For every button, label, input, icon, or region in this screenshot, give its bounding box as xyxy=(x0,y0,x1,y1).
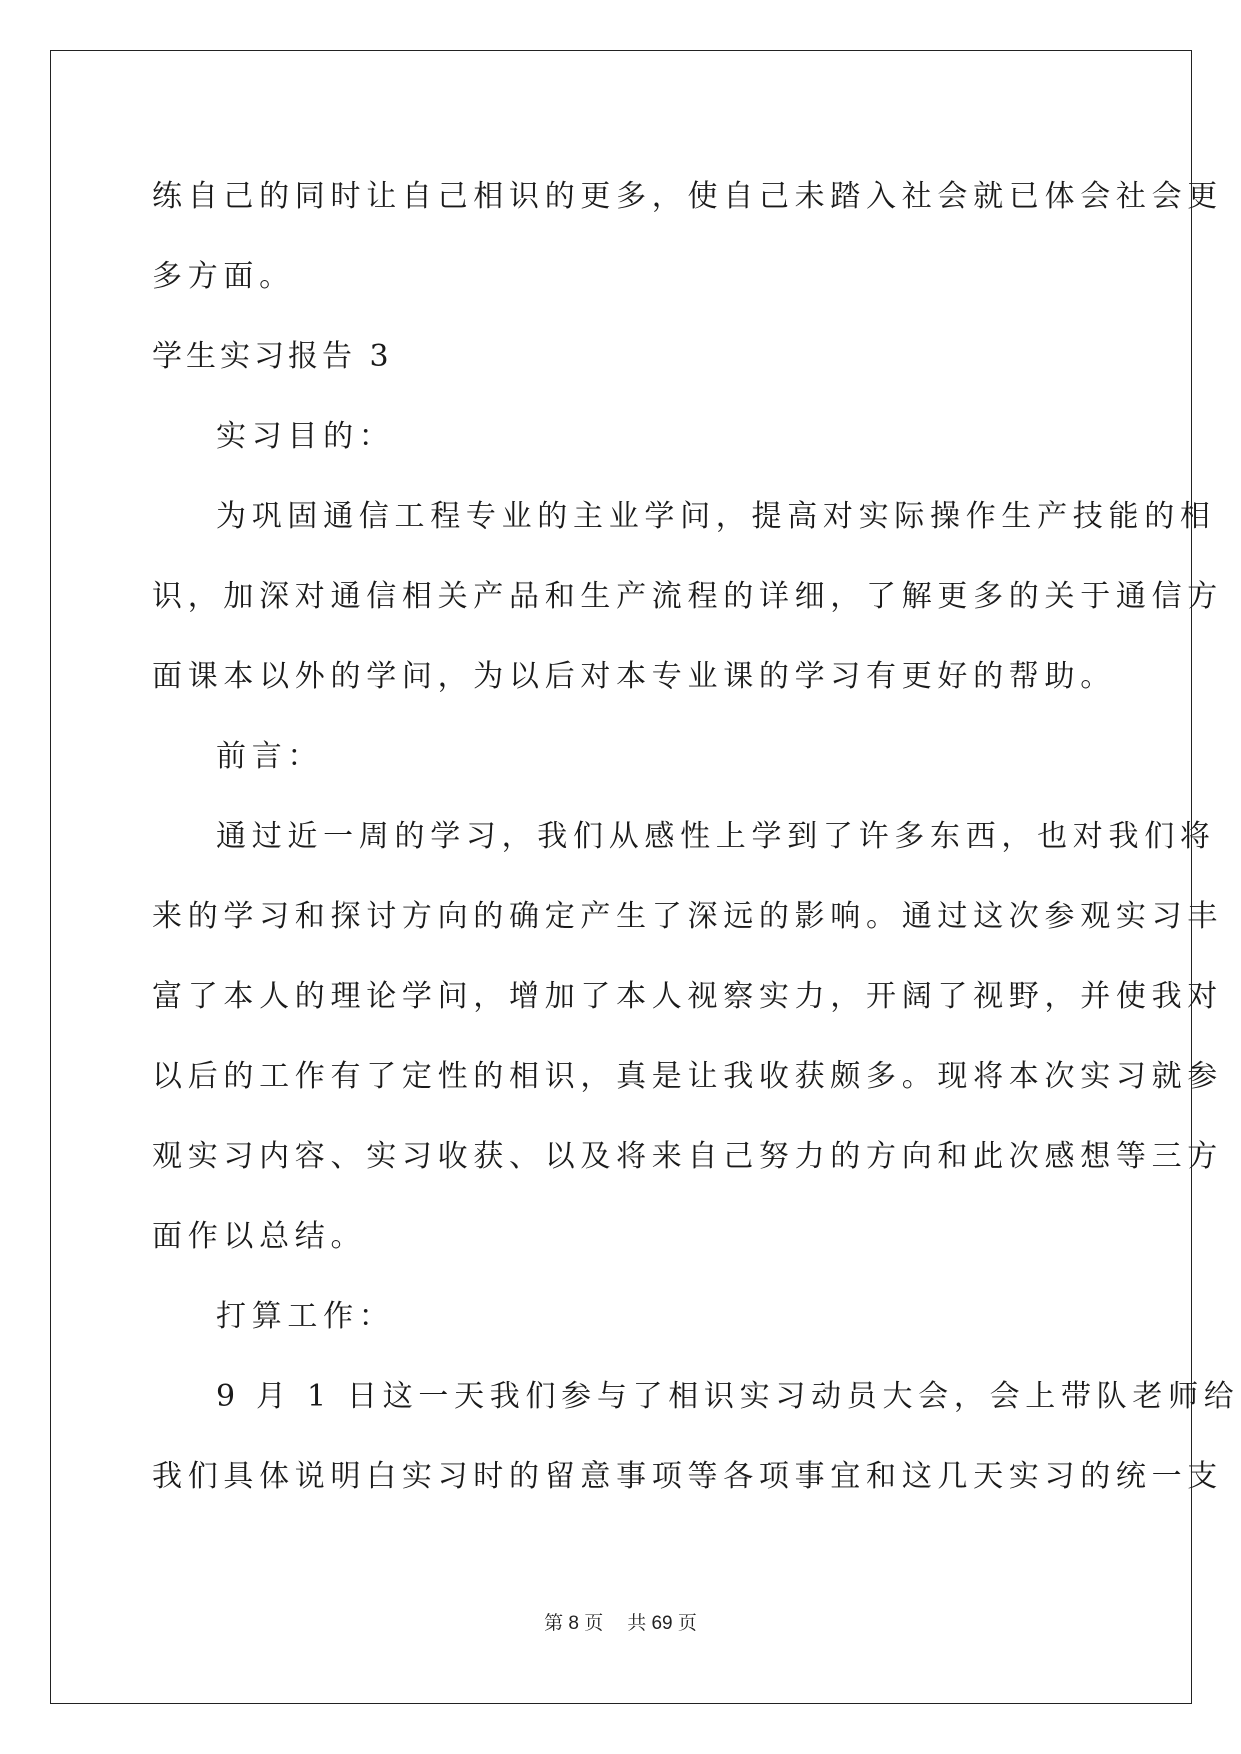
text-line: 面作以总结。 xyxy=(152,1219,367,1254)
text-line: 为巩固通信工程专业的主业学问，提高对实际操作生产技能的相 xyxy=(216,499,1216,534)
text-line: 通过近一周的学习，我们从感性上学到了许多东西，也对我们将 xyxy=(216,819,1216,854)
text-line: 我们具体说明白实习时的留意事项等各项事宜和这几天实习的统一支 xyxy=(152,1459,1223,1494)
subheading-purpose: 实习目的： xyxy=(216,419,395,454)
text-line: 富了本人的理论学问，增加了本人视察实力，开阔了视野，并使我对 xyxy=(152,979,1223,1014)
subheading-preparation: 打算工作： xyxy=(216,1299,395,1334)
text-line: 多方面。 xyxy=(152,259,295,294)
text-line: 观实习内容、实习收获、以及将来自己努力的方向和此次感想等三方 xyxy=(152,1139,1223,1174)
text-line: 面课本以外的学问，为以后对本专业课的学习有更好的帮助。 xyxy=(152,659,1116,694)
text-line: 9 月 1 日这一天我们参与了相识实习动员大会，会上带队老师给 xyxy=(216,1379,1240,1414)
text-line: 来的学习和探讨方向的确定产生了深远的影响。通过这次参观实习丰 xyxy=(152,899,1223,934)
text-line: 识，加深对通信相关产品和生产流程的详细，了解更多的关于通信方 xyxy=(152,579,1223,614)
page-number: 第 8 页 xyxy=(544,1613,604,1634)
page-total: 共 69 页 xyxy=(627,1613,697,1634)
section-heading: 学生实习报告 3 xyxy=(152,339,393,374)
text-line: 以后的工作有了定性的相识，真是让我收获颇多。现将本次实习就参 xyxy=(152,1059,1223,1094)
page-footer xyxy=(0,1608,1241,1635)
document-body xyxy=(152,157,1240,1517)
text-line: 练自己的同时让自己相识的更多，使自己未踏入社会就已体会社会更 xyxy=(152,179,1223,214)
subheading-preface: 前言： xyxy=(216,739,324,774)
